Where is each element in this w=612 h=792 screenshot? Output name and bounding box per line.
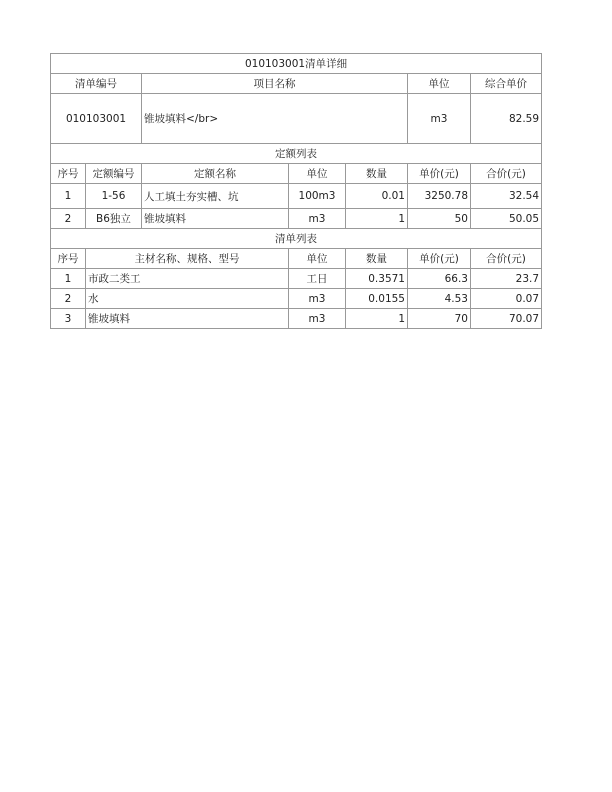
quota-header-row <box>51 164 542 184</box>
quota-header-total: 合价(元) <box>471 164 542 184</box>
material-section-title: 清单列表 <box>51 229 542 249</box>
material-header-total: 合价(元) <box>471 249 542 269</box>
material-no: 1 <box>51 269 86 289</box>
quota-price: 3250.78 <box>408 184 471 209</box>
quota-name: 锥坡填料 <box>142 209 289 229</box>
header-unit-price: 综合单价 <box>471 74 542 94</box>
quota-header-qty: 数量 <box>346 164 408 184</box>
material-row <box>51 289 542 309</box>
bill-unit: m3 <box>408 94 471 144</box>
quota-no: 1 <box>51 184 86 209</box>
material-qty: 0.3571 <box>346 269 408 289</box>
material-header-qty: 数量 <box>346 249 408 269</box>
material-no: 3 <box>51 309 86 329</box>
quota-unit: 100m3 <box>289 184 346 209</box>
material-header-name: 主材名称、规格、型号 <box>86 249 289 269</box>
quota-header-no: 序号 <box>51 164 86 184</box>
material-header-no: 序号 <box>51 249 86 269</box>
material-qty: 0.0155 <box>346 289 408 309</box>
material-name: 水 <box>86 289 289 309</box>
quota-total: 50.05 <box>471 209 542 229</box>
quota-header-name: 定额名称 <box>142 164 289 184</box>
material-total: 70.07 <box>471 309 542 329</box>
material-no: 2 <box>51 289 86 309</box>
material-qty: 1 <box>346 309 408 329</box>
quota-header-unit: 单位 <box>289 164 346 184</box>
material-unit: m3 <box>289 289 346 309</box>
material-total: 0.07 <box>471 289 542 309</box>
bill-price: 82.59 <box>471 94 542 144</box>
quota-code: B6独立 <box>86 209 142 229</box>
quota-total: 32.54 <box>471 184 542 209</box>
material-header-price: 单价(元) <box>408 249 471 269</box>
material-row <box>51 269 542 289</box>
material-row <box>51 309 542 329</box>
quota-qty: 1 <box>346 209 408 229</box>
material-header-unit: 单位 <box>289 249 346 269</box>
material-header-row <box>51 249 542 269</box>
header-item-name: 项目名称 <box>142 74 408 94</box>
table-title: 010103001清单详细 <box>51 54 542 74</box>
material-name: 市政二类工 <box>86 269 289 289</box>
material-name: 锥坡填料 <box>86 309 289 329</box>
quota-section-title: 定额列表 <box>51 144 542 164</box>
quota-unit: m3 <box>289 209 346 229</box>
bill-name: 锥坡填料</br> <box>142 94 408 144</box>
material-price: 70 <box>408 309 471 329</box>
bill-header-row <box>51 74 542 94</box>
quota-header-code: 定额编号 <box>86 164 142 184</box>
bill-code: 010103001 <box>51 94 142 144</box>
material-unit: m3 <box>289 309 346 329</box>
quota-qty: 0.01 <box>346 184 408 209</box>
header-bill-code: 清单编号 <box>51 74 142 94</box>
material-price: 4.53 <box>408 289 471 309</box>
quota-name: 人工填土夯实槽、坑 <box>142 184 289 209</box>
quota-code: 1-56 <box>86 184 142 209</box>
quota-header-price: 单价(元) <box>408 164 471 184</box>
quota-row <box>51 184 542 209</box>
header-unit: 单位 <box>408 74 471 94</box>
material-price: 66.3 <box>408 269 471 289</box>
quota-no: 2 <box>51 209 86 229</box>
material-unit: 工日 <box>289 269 346 289</box>
bill-detail-table <box>50 53 542 329</box>
quota-price: 50 <box>408 209 471 229</box>
quota-row <box>51 209 542 229</box>
material-total: 23.7 <box>471 269 542 289</box>
bill-row <box>51 94 542 144</box>
